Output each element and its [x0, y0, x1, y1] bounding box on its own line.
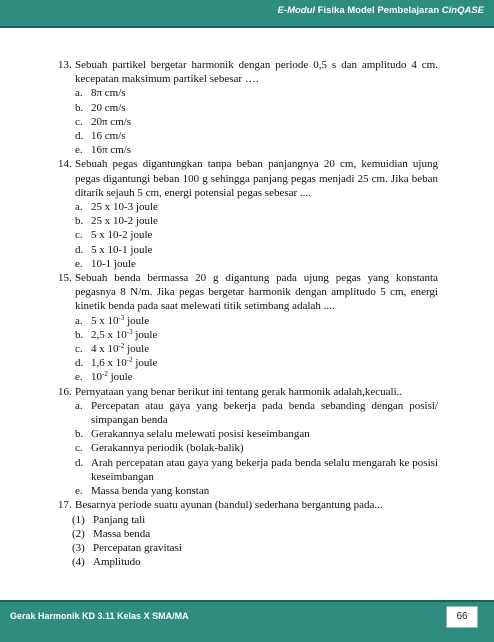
option-text: 16π cm/s — [91, 144, 132, 157]
option-text: 10-1 joule — [91, 257, 136, 270]
item-text: Amplitudo — [93, 556, 141, 569]
option-16c — [58, 441, 438, 455]
option-text: 5 x 10-2 joule — [91, 229, 153, 242]
option-16b — [58, 427, 438, 441]
option-14c — [58, 228, 438, 242]
question-text: Sebuah pegas digantungkan tanpa beban panjangnya 20 cm, kemuidian ujung pegas digantungi beban 100 g sehingga panjang pegas menjadi 25 cm. Jika beban ditarik sejauh 5 cm, energi potensial pegas sebesar .... — [75, 158, 438, 199]
item-text: Percepatan gravitasi — [93, 541, 182, 554]
question-number: 13. — [58, 59, 72, 71]
item-17-2 — [58, 527, 438, 541]
page-header — [0, 0, 494, 28]
header-brand: E-Modul — [277, 5, 316, 16]
item-17-4 — [58, 555, 438, 569]
item-text: Massa benda — [93, 527, 151, 540]
option-text: Percepatan atau gaya yang bekerja pada benda sebanding dengan posisi/ simpangan benda — [91, 399, 438, 427]
question-text: Pernyataan yang benar berikut ini tentang gerak harmonik adalah,kecuali.. — [75, 385, 403, 398]
option-label: d. — [75, 357, 84, 370]
option-text: Gerakannya periodik (bolak-balik) — [91, 442, 244, 455]
option-text: 25 x 10-3 joule — [91, 201, 158, 214]
question-text: Sebuah partikel bergetar harmonik dengan periode 0,5 s dan amplitudo 4 cm. kecepatan maksimum partikel sebesar …. — [75, 59, 438, 86]
question-15 — [58, 271, 438, 314]
option-14e — [58, 257, 438, 271]
option-exponent: -3 — [118, 313, 125, 322]
option-label: d. — [75, 130, 84, 143]
question-16 — [58, 385, 438, 399]
option-14d — [58, 243, 438, 257]
option-exponent: -2 — [126, 356, 133, 365]
option-text: 20π cm/s — [91, 115, 132, 128]
option-unit: joule — [132, 328, 158, 341]
option-label: b. — [75, 101, 84, 114]
item-17-1 — [58, 513, 438, 527]
option-exponent: -2 — [102, 370, 108, 379]
option-unit: joule — [124, 343, 150, 356]
header-subject: Fisika Model Pembelajaran — [315, 5, 442, 16]
option-base: 10 — [91, 371, 102, 384]
option-13a — [58, 86, 438, 100]
page-footer — [0, 600, 494, 642]
option-base: 1,6 x 10 — [91, 357, 127, 370]
option-base: 2,5 x 10 — [91, 328, 127, 341]
item-17-3 — [58, 541, 438, 555]
question-number: 17. — [58, 499, 72, 512]
item-label: (4) — [72, 556, 85, 569]
question-17 — [58, 498, 438, 512]
option-label: d. — [75, 456, 84, 469]
option-text: 20 cm/s — [91, 101, 126, 114]
option-label: c. — [75, 115, 83, 128]
option-exponent: -3 — [126, 327, 133, 336]
option-text: 8π cm/s — [91, 87, 126, 100]
question-number: 15. — [58, 272, 72, 285]
option-unit: joule — [132, 357, 158, 370]
option-exponent: -2 — [118, 342, 125, 351]
item-text: Panjang tali — [93, 513, 146, 526]
option-label: a. — [75, 201, 83, 214]
option-text: Massa benda yang konstan — [91, 485, 210, 498]
option-unit: joule — [124, 314, 150, 327]
option-label: a. — [75, 87, 83, 100]
option-label: d. — [75, 243, 84, 256]
option-label: e. — [75, 485, 83, 498]
option-label: c. — [75, 442, 83, 455]
question-number: 14. — [58, 158, 72, 171]
option-label: e. — [75, 371, 83, 384]
option-unit: joule — [107, 371, 133, 384]
question-14 — [58, 157, 438, 200]
page-number: 66 — [446, 606, 478, 628]
option-15c — [58, 342, 438, 356]
question-text: Sebuah benda bermassa 20 g digantung pada ujung pegas yang konstanta pegasnya 8 N/m. Jika pegas bergetar harmonik dengan amplitudo 5 cm, energi kinetik benda pada saat melewati titik setimbang adalah .... — [75, 272, 438, 313]
question-number: 16. — [58, 385, 72, 398]
option-text: 25 x 10-2 joule — [91, 215, 158, 228]
option-text: Arah percepatan atau gaya yang bekerja pada benda selalu mengarah ke posisi keseimbangan — [91, 456, 438, 483]
option-13b — [58, 101, 438, 115]
item-label: (1) — [72, 513, 85, 526]
option-text: Gerakannya selalu melewati posisi keseimbangan — [91, 428, 310, 441]
option-13d — [58, 129, 438, 143]
option-14a — [58, 200, 438, 214]
option-label: c. — [75, 229, 83, 242]
option-label: b. — [75, 215, 84, 228]
option-text: 16 cm/s — [91, 130, 126, 143]
option-base: 5 x 10 — [91, 314, 119, 327]
question-13 — [58, 58, 438, 86]
option-label: e. — [75, 144, 83, 157]
option-label: b. — [75, 328, 84, 341]
option-base: 4 x 10 — [91, 343, 119, 356]
option-label: c. — [75, 343, 83, 356]
footer-text: Gerak Harmonik KD 3.11 Kelas X SMA/MA — [10, 611, 189, 621]
option-label: e. — [75, 257, 83, 270]
option-13c — [58, 115, 438, 129]
option-15e — [58, 370, 438, 384]
option-text: 5 x 10-1 joule — [91, 243, 153, 256]
option-16d — [58, 456, 438, 484]
question-text: Besarnya periode suatu ayunan (bandul) sederhana bergantung pada... — [75, 499, 383, 512]
option-16a — [58, 399, 438, 427]
option-label: a. — [75, 314, 83, 327]
option-14b — [58, 214, 438, 228]
question-list — [58, 58, 438, 569]
header-model: CinQASE — [441, 5, 484, 16]
option-label: a. — [75, 399, 83, 412]
option-15d — [58, 356, 438, 370]
option-13e — [58, 143, 438, 157]
option-15b — [58, 328, 438, 342]
option-16e — [58, 484, 438, 498]
header-title — [278, 5, 484, 16]
item-label: (3) — [72, 541, 85, 554]
item-label: (2) — [72, 527, 85, 540]
option-label: b. — [75, 428, 84, 441]
option-15a — [58, 314, 438, 328]
